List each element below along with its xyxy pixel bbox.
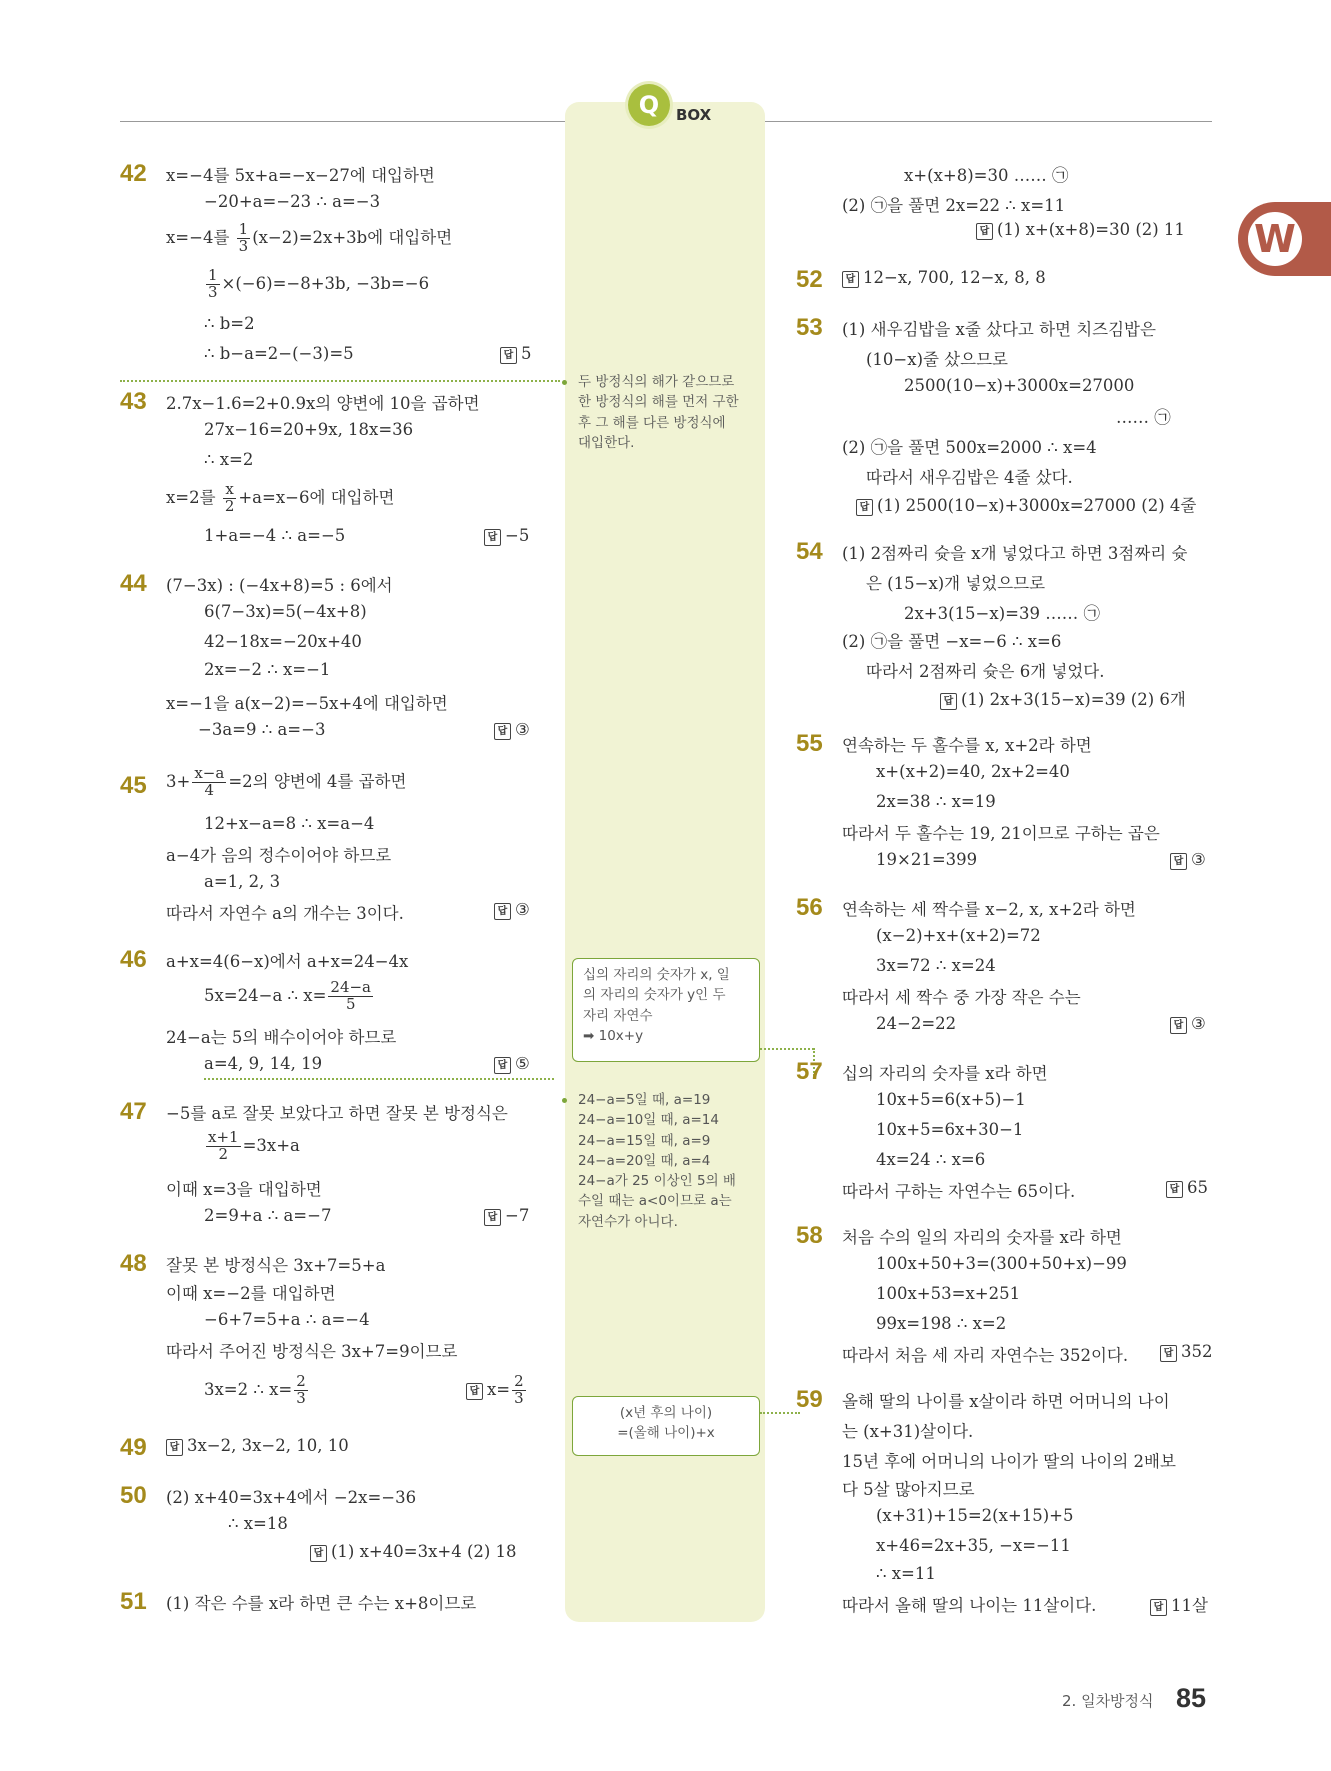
solution-line: 2.7x−1.6=2+0.9x의 양변에 10을 곱하면 [166, 394, 480, 413]
answer: 답 (1) x+(x+8)=30 (2) 11 [976, 220, 1185, 240]
chapter-title: 2. 일차방정식 [1062, 1692, 1154, 1710]
qbox-column [565, 102, 765, 1622]
problem-number: 51 [120, 1588, 147, 1615]
answer-mark-icon: 답 [466, 1383, 483, 1400]
problem-number: 43 [120, 388, 147, 415]
answer: 답 65 [1166, 1178, 1208, 1198]
answer: 답 −5 [484, 526, 529, 546]
solution-line: 100x+53=x+251 [876, 1284, 1021, 1303]
solution-line: 42−18x=−20x+40 [204, 632, 362, 651]
answer: 답 ③ [1170, 850, 1206, 870]
solution-line: $\frac{x+1}{2}$ =3x+a [208, 1128, 300, 1163]
answer: 답 5 [500, 344, 532, 364]
solution-line: 19×21=399 [876, 850, 978, 869]
divider [120, 380, 560, 382]
answer: 답 (1) 2500(10−x)+3000x=27000 (2) 4줄 [856, 492, 1196, 516]
solution-line: 다 5살 많아지므로 [842, 1480, 975, 1499]
fraction: $\frac{x}{2}$ [224, 480, 235, 515]
solution-line: 2500(10−x)+3000x=27000 [904, 376, 1135, 395]
answer-mark-icon: 답 [166, 1439, 183, 1456]
answer: 답 ⑤ [494, 1054, 530, 1074]
solution-line: (1) 새우김밥을 x줄 샀다고 하면 치즈김밥은 [842, 320, 1156, 339]
answer-mark-icon: 답 [1170, 853, 1187, 870]
answer: 답 ③ [494, 900, 530, 920]
solution-line: 따라서 처음 세 자리 자연수는 352이다. [842, 1346, 1129, 1365]
solution-line: 는 (x+31)살이다. [842, 1422, 974, 1441]
solution-line: (x−2)+x+(x+2)=72 [876, 926, 1041, 945]
answer-mark-icon: 답 [494, 723, 511, 740]
answer-mark-icon: 답 [1150, 1599, 1167, 1616]
problem-number: 50 [120, 1482, 147, 1509]
solution-line: 연속하는 두 홀수를 x, x+2라 하면 [842, 736, 1092, 755]
qbox-badge: Q [628, 84, 670, 126]
connector [760, 1048, 814, 1050]
answer-mark-icon: 답 [842, 271, 859, 288]
solution-line: 따라서 자연수 a의 개수는 3이다. [166, 904, 404, 923]
solution-line: 연속하는 세 짝수를 x−2, x, x+2라 하면 [842, 900, 1136, 919]
problem-number: 55 [796, 730, 823, 757]
note-same-solution: 두 방정식의 해가 같으므로 한 방정식의 해를 먼저 구한 후 그 해를 다른 방정식에 대입한다. [578, 374, 739, 451]
qbox-label: BOX [676, 106, 712, 124]
fraction: $\frac{2}{3}$ [296, 1372, 306, 1407]
note-age: (x년 후의 나이) =(올해 나이)+x [572, 1396, 760, 1456]
solution-line: ∴ b=2 [204, 314, 255, 333]
answer-mark-icon: 답 [1166, 1181, 1183, 1198]
fraction: $\frac{x+1}{2}$ [208, 1128, 239, 1163]
problem-number: 57 [796, 1058, 823, 1085]
w-badge-icon: W [1248, 212, 1302, 266]
solution-line: (x+31)+15=2(x+15)+5 [876, 1506, 1074, 1525]
solution-line: −5를 a로 잘못 보았다고 하면 잘못 본 방정식은 [166, 1104, 508, 1123]
answer: 답 3x−2, 3x−2, 10, 10 [166, 1436, 349, 1456]
solution-line: …… ㉠ [1116, 408, 1171, 427]
solution-line: (7−3x) : (−4x+8)=5 : 6에서 [166, 576, 393, 595]
solution-line: (2) ㉠을 풀면 2x=22 ∴ x=11 [842, 196, 1066, 215]
solution-line: x=2를 $\frac{x}{2}$ +a=x−6에 대입하면 [166, 480, 395, 515]
solution-line: 3+ $\frac{x-a}{4}$ =2의 양변에 4를 곱하면 [166, 764, 407, 799]
solution-line: 99x=198 ∴ x=2 [876, 1314, 1007, 1333]
answer-mark-icon: 답 [484, 529, 501, 546]
solution-line: x=−1을 a(x−2)=−5x+4에 대입하면 [166, 694, 448, 713]
problem-number: 42 [120, 160, 147, 187]
solution-line: 따라서 주어진 방정식은 3x+7=9이므로 [166, 1342, 458, 1361]
solution-line: 올해 딸의 나이를 x살이라 하면 어머니의 나이 [842, 1392, 1170, 1411]
answer: 답 (1) 2x+3(15−x)=39 (2) 6개 [940, 686, 1186, 710]
answer-mark-icon: 답 [484, 1209, 501, 1226]
solution-line: −6+7=5+a ∴ a=−4 [204, 1310, 370, 1329]
solution-line: (1) 작은 수를 x라 하면 큰 수는 x+8이므로 [166, 1594, 477, 1613]
solution-line: ∴ b−a=2−(−3)=5 [204, 344, 354, 363]
solution-line: 따라서 새우김밥은 4줄 샀다. [866, 468, 1073, 487]
solution-line: 4x=24 ∴ x=6 [876, 1150, 986, 1169]
solution-line: 24−a는 5의 배수이어야 하므로 [166, 1028, 397, 1047]
answer-mark-icon: 답 [940, 693, 957, 710]
solution-line: 5x=24−a ∴ x= $\frac{24-a}{5}$ [204, 978, 372, 1013]
solution-line: 잘못 본 방정식은 3x+7=5+a [166, 1256, 386, 1275]
solution-line: x=−4를 $\frac{1}{3}$ (x−2)=2x+3b에 대입하면 [166, 220, 453, 255]
solution-line: (2) x+40=3x+4에서 −2x=−36 [166, 1488, 417, 1507]
solution-line: 이때 x=3을 대입하면 [166, 1180, 322, 1199]
solution-line: 100x+50+3=(300+50+x)−99 [876, 1254, 1127, 1273]
solution-line: (10−x)줄 샀으므로 [866, 350, 1008, 369]
solution-line: −20+a=−23 ∴ a=−3 [204, 192, 381, 211]
answer-mark-icon: 답 [856, 499, 873, 516]
solution-line: 따라서 올해 딸의 나이는 11살이다. [842, 1596, 1097, 1615]
connector [760, 1412, 800, 1414]
answer-mark-icon: 답 [1160, 1345, 1177, 1362]
problem-number: 58 [796, 1222, 823, 1249]
fraction: $\frac{1}{3}$ [208, 266, 218, 301]
solution-line: a+x=4(6−x)에서 a+x=24−4x [166, 952, 409, 971]
solution-line: 따라서 두 홀수는 19, 21이므로 구하는 곱은 [842, 824, 1160, 843]
note-two-digit-number: 십의 자리의 숫자가 x, 일 의 자리의 숫자가 y인 두 자리 자연수 ➡ 10x+y [572, 958, 760, 1062]
solution-line: x+(x+2)=40, 2x+2=40 [876, 762, 1070, 781]
answer: 답 x= $\frac{2}{3}$ [466, 1374, 528, 1407]
problem-number: 46 [120, 946, 147, 973]
problem-number: 52 [796, 266, 823, 293]
answer: 답 −7 [484, 1206, 529, 1226]
solution-line: 12+x−a=8 ∴ x=a−4 [204, 814, 375, 833]
solution-line: 따라서 2점짜리 슛은 6개 넣었다. [866, 662, 1105, 681]
solution-line: 따라서 구하는 자연수는 65이다. [842, 1182, 1076, 1201]
solution-line: ∴ x=18 [228, 1514, 288, 1533]
solution-line: 십의 자리의 숫자를 x라 하면 [842, 1064, 1048, 1083]
problem-number: 47 [120, 1098, 147, 1125]
solution-line: 은 (15−x)개 넣었으므로 [866, 574, 1046, 593]
solution-line: x+46=2x+35, −x=−11 [876, 1536, 1071, 1555]
answer: 답 12−x, 700, 12−x, 8, 8 [842, 268, 1046, 288]
problem-number: 53 [796, 314, 823, 341]
solution-line: 3x=2 ∴ x= $\frac{2}{3}$ [204, 1372, 306, 1407]
page-number: 85 [1176, 1683, 1207, 1713]
solution-line: ∴ x=11 [876, 1564, 936, 1583]
answer-mark-icon: 답 [1170, 1017, 1187, 1034]
solution-line: 3x=72 ∴ x=24 [876, 956, 996, 975]
solution-line: a−4가 음의 정수이어야 하므로 [166, 846, 392, 865]
answer: 답 (1) x+40=3x+4 (2) 18 [310, 1542, 517, 1562]
solution-line: 이때 x=−2를 대입하면 [166, 1284, 336, 1303]
solution-line: (1) 2점짜리 슛을 x개 넣었다고 하면 3점짜리 슛 [842, 544, 1188, 563]
solution-line: −3a=9 ∴ a=−3 [198, 720, 326, 739]
solution-line: 24−2=22 [876, 1014, 957, 1033]
solution-line: 27x−16=20+9x, 18x=36 [204, 420, 414, 439]
solution-line: a=4, 9, 14, 19 [204, 1054, 323, 1073]
solution-line: 2x+3(15−x)=39 …… ㉠ [904, 604, 1100, 623]
answer-mark-icon: 답 [976, 223, 993, 240]
answer-mark-icon: 답 [494, 1057, 511, 1074]
fraction: $\frac{24-a}{5}$ [330, 978, 372, 1013]
answer: 답 ③ [494, 720, 530, 740]
solution-line: 1+a=−4 ∴ a=−5 [204, 526, 346, 545]
answer: 답 11살 [1150, 1592, 1208, 1616]
fraction: $\frac{x-a}{4}$ [194, 764, 225, 799]
solution-line: 처음 수의 일의 자리의 숫자를 x라 하면 [842, 1228, 1122, 1247]
answer-mark-icon: 답 [500, 347, 517, 364]
solution-line: x+(x+8)=30 …… ㉠ [904, 166, 1069, 185]
answer-mark-icon: 답 [310, 1545, 327, 1562]
solution-line: (2) ㉠을 풀면 −x=−6 ∴ x=6 [842, 632, 1062, 651]
problem-number: 48 [120, 1250, 147, 1277]
answer: 답 ③ [1170, 1014, 1206, 1034]
problem-number: 44 [120, 570, 147, 597]
divider [204, 1078, 554, 1080]
solution-line: 10x+5=6x+30−1 [876, 1120, 1024, 1139]
solution-line: 2x=−2 ∴ x=−1 [204, 660, 331, 679]
note-bullet [562, 1098, 567, 1103]
solution-line: a=1, 2, 3 [204, 872, 281, 891]
fraction: $\frac{2}{3}$ [514, 1372, 524, 1407]
solution-line: ∴ x=2 [204, 450, 254, 469]
solution-line: 15년 후에 어머니의 나이가 딸의 나이의 2배보 [842, 1452, 1176, 1471]
problem-number: 45 [120, 772, 147, 799]
solution-line: x=−4를 5x+a=−x−27에 대입하면 [166, 166, 435, 185]
problem-number: 59 [796, 1386, 823, 1413]
answer: 답 352 [1160, 1342, 1213, 1362]
note-bullet [562, 380, 567, 385]
solution-line: 2=9+a ∴ a=−7 [204, 1206, 332, 1225]
solution-line: 따라서 세 짝수 중 가장 작은 수는 [842, 988, 1081, 1007]
problem-number: 54 [796, 538, 823, 565]
solution-line: 2x=38 ∴ x=19 [876, 792, 996, 811]
solution-line: 6(7−3x)=5(−4x+8) [204, 602, 367, 621]
solution-line: (2) ㉠을 풀면 500x=2000 ∴ x=4 [842, 438, 1097, 457]
solution-line: $\frac{1}{3}$ ×(−6)=−8+3b, −3b=−6 [208, 266, 430, 301]
note-cases: 24−a=5일 때, a=19 24−a=10일 때, a=14 24−a=15일 때, a=9 24−a=20일 때, a=4 24−a가 25 이상인 5의 배 수일 때는 a<0이므로 a는 자연수가 아니다. [578, 1092, 736, 1230]
problem-number: 49 [120, 1434, 147, 1461]
fraction: $\frac{1}{3}$ [238, 220, 249, 255]
problem-number: 56 [796, 894, 823, 921]
answer-mark-icon: 답 [494, 903, 511, 920]
solution-line: 10x+5=6(x+5)−1 [876, 1090, 1026, 1109]
